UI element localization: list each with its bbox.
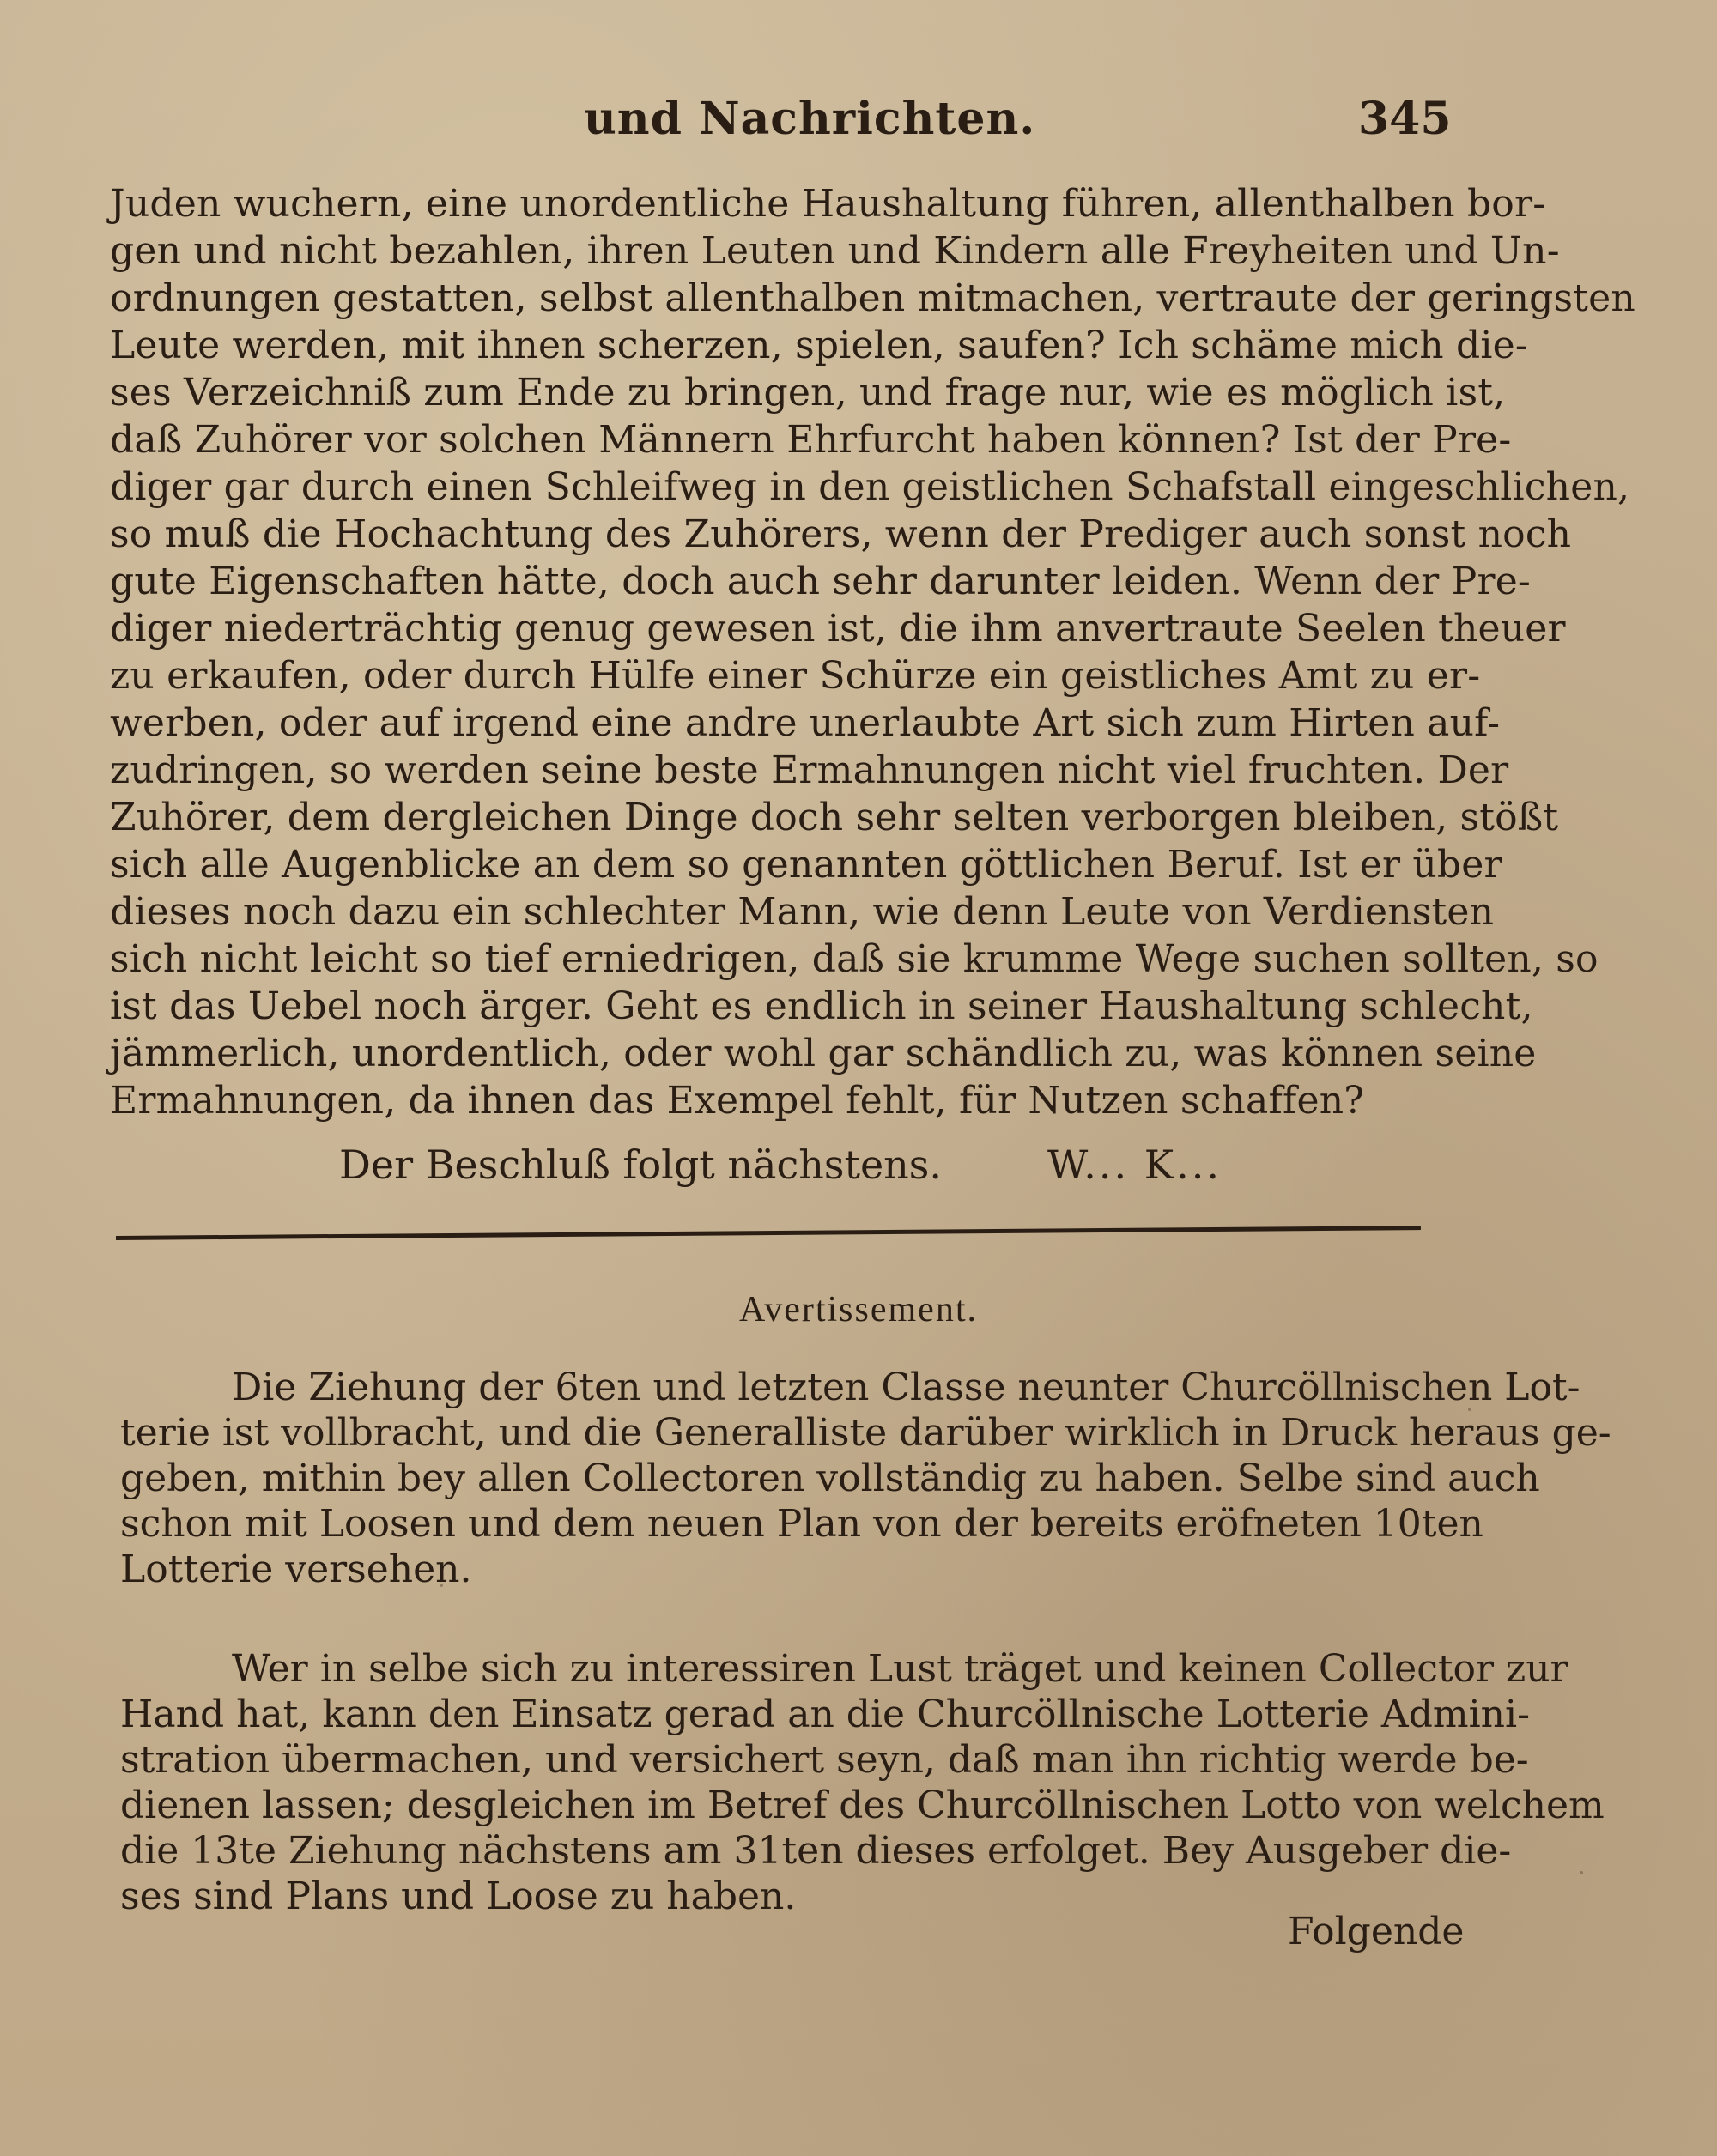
- advertisement-paragraph-1: [120, 1365, 1611, 1592]
- text-line: Die Ziehung der 6ten und letzten Classe neunter Churcöllnischen Lot-: [232, 1366, 1580, 1409]
- text-line: schon mit Loosen und dem neuen Plan von der bereits eröfneten 10ten: [120, 1502, 1483, 1546]
- text-line: Juden wuchern, eine unordentliche Haushaltung führen, allenthalben bor-: [110, 182, 1546, 226]
- running-head: und Nachrichten.: [584, 93, 1036, 145]
- text-line: Ermahnungen, da ihnen das Exempel fehlt, für Nutzen schaffen?: [110, 1079, 1365, 1123]
- text-line: gen und nicht bezahlen, ihren Leuten und Kindern alle Freyheiten und Un-: [110, 229, 1560, 273]
- text-line: ses Verzeichniß zum Ende zu bringen, und frage nur, wie es möglich ist,: [110, 371, 1506, 415]
- advertisement-heading: Avertissement.: [739, 1290, 978, 1329]
- text-line: jämmerlich, unordentlich, oder wohl gar schändlich zu, was können seine: [110, 1032, 1537, 1075]
- page-number: 345: [1358, 93, 1452, 145]
- text-line: diger gar durch einen Schleifweg in den geistlichen Schafstall eingeschlichen,: [110, 465, 1630, 509]
- main-text-block: [110, 180, 1635, 1124]
- text-line: daß Zuhörer vor solchen Männern Ehrfurcht haben können? Ist der Pre-: [110, 418, 1512, 462]
- text-line: ist das Uebel noch ärger. Geht es endlich in seiner Haushaltung schlecht,: [110, 984, 1533, 1028]
- text-line: zudringen, so werden seine beste Ermahnungen nicht viel fruchten. Der: [110, 748, 1509, 792]
- paper-speck: [1451, 918, 1454, 922]
- advertisement-paragraph-2: [120, 1646, 1605, 1919]
- text-line: Wer in selbe sich zu interessiren Lust träget und keinen Collector zur: [232, 1647, 1568, 1691]
- section-divider: [116, 1226, 1421, 1240]
- text-line: Zuhörer, dem dergleichen Dinge doch sehr selten verborgen bleiben, stößt: [110, 796, 1559, 839]
- text-line: diger niederträchtig genug gewesen ist, die ihm anvertraute Seelen theuer: [110, 607, 1566, 651]
- text-line: die 13te Ziehung nächstens am 31ten dieses erfolget. Bey Ausgeber die-: [120, 1829, 1512, 1873]
- text-line: terie ist vollbracht, und die Generalliste darüber wirklich in Druck heraus ge-: [120, 1411, 1611, 1455]
- text-line: dienen lassen; desgleichen im Betref des Churcöllnischen Lotto von welchem: [120, 1784, 1605, 1827]
- text-line: Leute werden, mit ihnen scherzen, spielen, saufen? Ich schäme mich die-: [110, 324, 1528, 367]
- text-line: gute Eigenschaften hätte, doch auch sehr darunter leiden. Wenn der Pre-: [110, 560, 1532, 603]
- continuation-note: Der Beschluß folgt nächstens.: [339, 1142, 943, 1188]
- text-line: Hand hat, kann den Einsatz gerad an die Churcöllnische Lotterie Admini-: [120, 1693, 1530, 1736]
- paper-speck: [1580, 1871, 1583, 1874]
- catchword: Folgende: [1288, 1910, 1465, 1953]
- text-line: werben, oder auf irgend eine andre unerlaubte Art sich zum Hirten auf-: [110, 701, 1501, 745]
- text-line: ses sind Plans und Loose zu haben.: [120, 1874, 797, 1918]
- text-line: geben, mithin bey allen Collectoren vollständig zu haben. Selbe sind auch: [120, 1457, 1540, 1500]
- text-line: ordnungen gestatten, selbst allenthalben mitmachen, vertraute der geringsten: [110, 276, 1635, 320]
- text-line: sich alle Augenblicke an dem so genannten göttlichen Beruf. Ist er über: [110, 843, 1502, 887]
- text-line: sich nicht leicht so tief erniedrigen, daß sie krumme Wege suchen sollten, so: [110, 937, 1599, 981]
- text-line: Lotterie versehen.: [120, 1547, 472, 1591]
- author-signature: W... K...: [1047, 1142, 1222, 1188]
- paper-speck: [440, 1584, 443, 1587]
- text-line: dieses noch dazu ein schlechter Mann, wie denn Leute von Verdiensten: [110, 890, 1495, 934]
- text-line: zu erkaufen, oder durch Hülfe einer Schürze ein geistliches Amt zu er-: [110, 654, 1481, 698]
- page-header: [0, 93, 1717, 161]
- closing-line: [339, 1142, 1455, 1193]
- text-line: so muß die Hochachtung des Zuhörers, wenn der Prediger auch sonst noch: [110, 512, 1572, 556]
- text-line: stration übermachen, und versichert seyn, daß man ihn richtig werde be-: [120, 1738, 1529, 1782]
- paper-speck: [1468, 1408, 1471, 1411]
